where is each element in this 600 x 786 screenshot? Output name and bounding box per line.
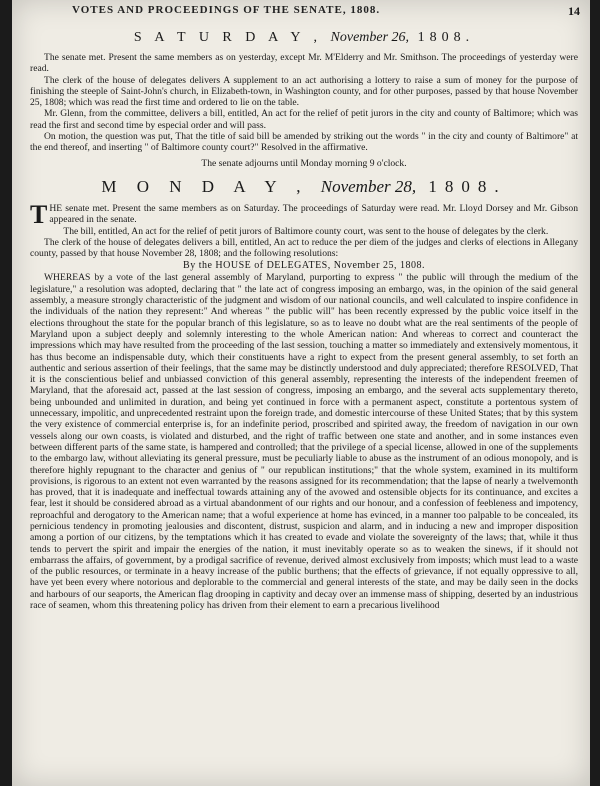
adjournment-note: The senate adjourns until Monday morning 9 o'clock. — [201, 157, 407, 169]
house-of-delegates-line: By the HOUSE of DELEGATES, November 25, 1808. — [183, 260, 425, 272]
saturday-paragraph: On motion, the question was put, That the title of said bill be amended by striking out the words " in the city and county of Baltimore" at the end thereof, and inserting " of Baltimore county court?" Resolved in the affirmative. — [30, 131, 578, 154]
saturday-paragraph: Mr. Glenn, from the committee, delivers a bill, entitled, An act for the relief of petit jurors in the city and county of Baltimore; which was read the first and second time by especial order and will pass. — [30, 108, 578, 131]
monday-paragraph: The clerk of the house of delegates delivers a bill, entitled, An act to reduce the per diem of the judges and clerks of elections in Allegany county, passed by that house November 28, 1808; and the following resolutions: — [30, 236, 578, 260]
saturday-paragraph: The clerk of the house of delegates delivers A supplement to an act authorising a lottery to raise a sum of money for the purpose of finishing the steeple of Saint-John's church, in Elizabeth-town, in Washington county, and for other purposes, passed by that house November 25, 1808; which was read the first time and ordered to lie on the table. — [30, 74, 578, 109]
saturday-date: November 26, — [330, 30, 410, 45]
monday-first-paragraph — [30, 199, 578, 229]
saturday-paragraph: The senate met. Present the same members as on yesterday, except Mr. M'Elderry and Mr. Smithson. The proceedings of yesterday were read. — [30, 52, 578, 75]
monday-paragraph: The bill, entitled, An act for the relief of petit jurors of Baltimore county court, was sent to the house of delegates by the clerk. — [63, 225, 549, 237]
monday-day: M O N D A Y , — [101, 176, 309, 196]
page-content — [30, 20, 578, 611]
saturday-heading — [30, 30, 578, 46]
page-number: 14 — [568, 4, 580, 18]
monday-heading — [30, 177, 578, 197]
document-page — [12, 0, 590, 786]
running-header: VOTES AND PROCEEDINGS OF THE SENATE, 1808. — [72, 4, 381, 16]
drop-cap: T — [30, 199, 48, 229]
monday-first-text: HE senate met. Present the same members as on Saturday. The proceedings of Saturday were read. Mr. Lloyd Dorsey and Mr. Gibson appeared in the senate. — [49, 202, 578, 226]
monday-date: November 28, — [320, 176, 417, 196]
monday-year: 1808. — [428, 176, 507, 196]
resolution-text: WHEREAS by a vote of the last general assembly of Maryland, purporting to express " the public will through the medium of the legislature," a resolution was adopted, declaring that " the late act of congress imposing an embargo, was, in the opinion of the said general assembly, a measure strongly characteristic of the judgment and wisdom of our national councils, and well calculated to inspire confidence in the individuals of the nation they represent:" And whereas " the public will" has been recently expressed by the public voice itself in the elections throughout the state for the popular branch of this legislature, so as to leave no doubt what are the real sentiments of the people of Maryland upon a subject deeply and solemnly interesting to the whole American nation: And whereas to correct and counteract the impressions which may have resulted from the proceeding of the last session, touching a matter so immediately and extensively momentous, it has thus become an indispensable duty, which their constituents have a right to expect from the present general assembly, to set forth an authentic and serious assertion of their feelings, that the same may be distinctly understood and duly appreciated; therefore RESOLVED, That it is the conscientious belief and unbiassed conviction of this general assembly, representing the interests of the independent freemen of Maryland, that the aforesaid act, passed at the last session of congress, imposing an embargo, and the several acts supplementary thereto, being unbounded and unlimited in duration, and being yet continued in force with a permanent aspect, constitute a portentous system of unnecessary, impolitic, and unprecedented restraint upon the foreign trade, and domestic intercourse of these United States; that by this system the very existence of commercial enterprise is, for an indefinite period, proscribed and spirited away, the freedom of navigation in our own vessels along our own coasts, is violated and disturbed, and the right of traffic between one state and another, and in some instances even between different parts of the same state, is hampered and controlled; that the privilege of a special license, allowed in one of the supplements to the embargo law, without alleviating its general pressure, must be peculiarly liable to abuse as the instrument of an odious monopoly, and is therefore highly repugnant to the character and genius of " our republican institutions;" that the whole system, examined in its multiform provisions, is rigorous to an extent not even warranted by the reasons assigned for its recommendation; that the lapse of nearly a twelvemonth has proved, that it is inadequate and ineffectual towards attaining any of the avowed and ostensible objects for its continuance, and excites a fear, lest it should be considered abroad as a virtual abandonment of our rights and our honour, and a confession of feebleness and impotency, reproachful and derogatory to the American name; that a woful experience at home has evinced, in a manner too palpable to be concealed, its pernicious tendency in promoting jealousies and discontent, distrust, suspicion and alarm, and in inducing a new and improper disposition among a portion of our citizens, by the temptations which it has created to evade and violate the sovereignty of the laws; that, while it thus tends to pervert the spirit and impair the energies of the nation, it must inevitably operate so as to weaken the sinews, if it should not embarrass the affairs, of government, by a prodigal sacrifice of revenue, derived almost exclusively from imposts; which must lead to a waste of the public resources, or terminate in a heavy increase of the public burthens; that the effects of grievance, if not equally oppressive to all, have yet been every where notorious and deplorable to the commercial and general interests of the state, and may be daily seen in the docks and harbours of our seaports, the American flag drooping in captivity and decay over an immense mass of shipping, deserted by an industrious race of seamen, whom this threatening policy has driven from their element to earn a precarious livelihood — [30, 272, 578, 612]
saturday-day: S A T U R D A Y , — [133, 30, 323, 45]
saturday-year: 1808. — [417, 30, 475, 45]
